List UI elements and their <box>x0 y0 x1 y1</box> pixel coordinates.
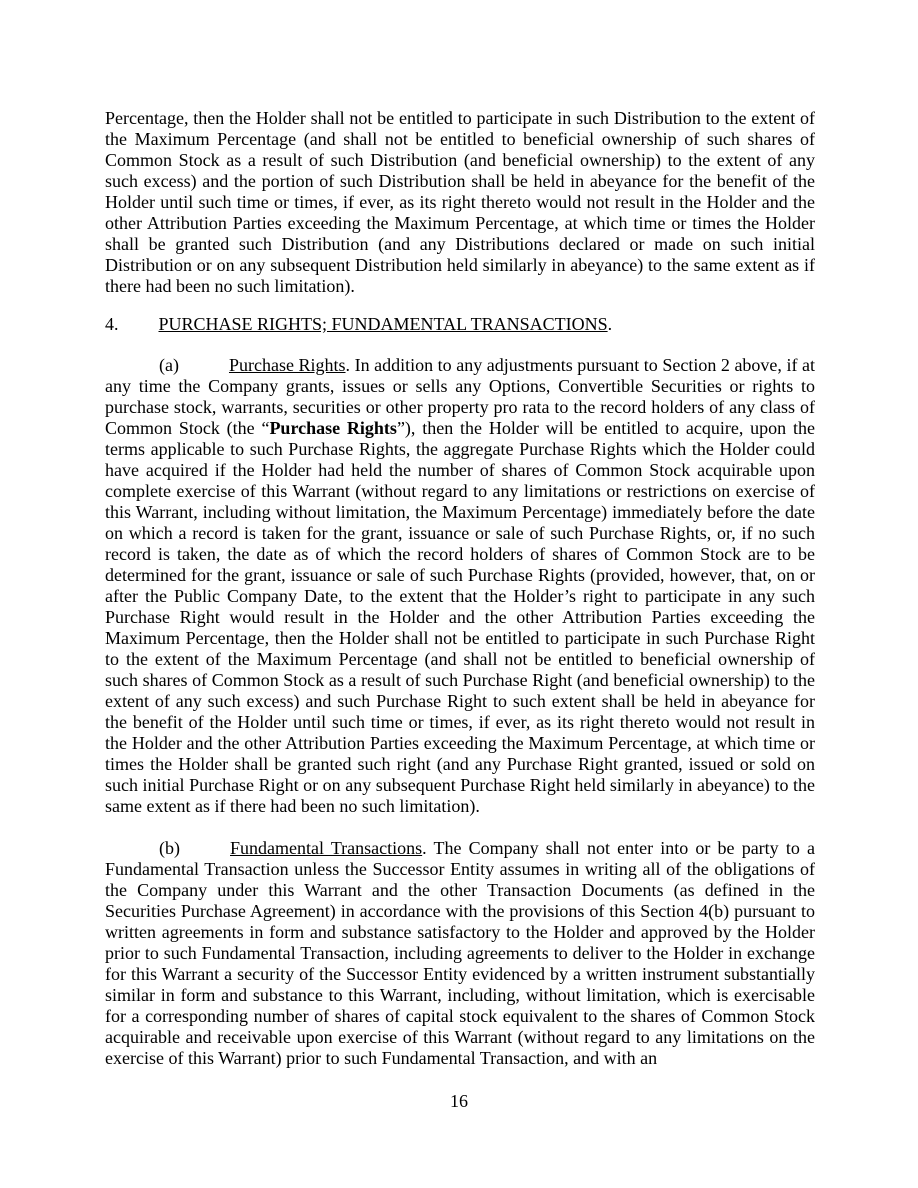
section-title: PURCHASE RIGHTS; FUNDAMENTAL TRANSACTIONS <box>158 314 608 334</box>
section-number: 4. <box>105 314 119 334</box>
page-number-text: 16 <box>450 1091 468 1111</box>
subsection-b-paragraph <box>105 838 815 1069</box>
continuation-paragraph <box>105 108 815 297</box>
continuation-paragraph-text: Percentage, then the Holder shall not be entitled to participate in such Distribution to the extent of the Maximum Percentage (and shall not be entitled to beneficial ownership of such shares of Common Stock as a result of such Distribution (and beneficial ownership) to the extent of any such excess) and the portion of such Distribution shall be held in abeyance for the benefit of the Holder until such time or times, if ever, as its right thereto would not result in the Holder and the other Attribution Parties exceeding the Maximum Percentage, at which time or times the Holder shall be granted such Distribution (and any Distributions declared or made on such initial Distribution or on any subsequent Distribution held similarly in abeyance) to the same extent as if there had been no such limitation). <box>105 108 815 296</box>
subsection-b-text: . The Company shall not enter into or be party to a Fundamental Transaction unless the Successor Entity assumes in writing all of the obligations of the Company under this Warrant and the other Transaction Documents (as defined in the Securities Purchase Agreement) in accordance with the provisions of this Section 4(b) pursuant to written agreements in form and substance satisfactory to the Holder and approved by the Holder prior to such Fundamental Transaction, including agreements to deliver to the Holder in exchange for this Warrant a security of the Successor Entity evidenced by a written instrument substantially similar in form and substance to this Warrant, including, without limitation, which is exercisable for a corresponding number of shares of capital stock equivalent to the shares of Common Stock acquirable and receivable upon exercise of this Warrant (without regard to any limitations on the exercise of this Warrant) prior to such Fundamental Transaction, and with an <box>105 838 815 1068</box>
page-number <box>0 1091 918 1112</box>
section-heading <box>105 314 815 335</box>
subsection-a-label: (a) <box>159 355 179 375</box>
subsection-a-heading: Purchase Rights <box>228 355 346 375</box>
section-title-suffix: . <box>607 314 613 334</box>
subsection-a-defined-term: Purchase Rights <box>269 418 397 438</box>
subsection-a-text-after-term: ”), then the Holder will be entitled to acquire, upon the terms applicable to such Purchase Rights, the aggregate Purchase Rights which the Holder could have acquired if the Holder had held the number of shares of Common Stock acquirable upon complete exercise of this Warrant (without regard to any limitations or restrictions on exercise of this Warrant, including without limitation, the Maximum Percentage) immediately before the date on which a record is taken for the grant, issuance or sale of such Purchase Rights, or, if no such record is taken, the date as of which the record holders of shares of Common Stock are to be determined for the grant, issuance or sale of such Purchase Rights (provided, however, that, on or after the Public Company Date, to the extent that the Holder’s right to participate in any such Purchase Right would result in the Holder and the other Attribution Parties exceeding the Maximum Percentage, then the Holder shall not be entitled to participate in such Purchase Right to the extent of the Maximum Percentage (and shall not be entitled to beneficial ownership of such shares of Common Stock as a result of such Purchase Right (and beneficial ownership) to the extent of any such excess) and such Purchase Right to such extent shall be held in abeyance for the benefit of the Holder until such time or times, if ever, as its right thereto would not result in the Holder and the other Attribution Parties exceeding the Maximum Percentage, at which time or times the Holder shall be granted such right (and any Purchase Right granted, issued or sold on such initial Purchase Right or on any subsequent Purchase Right held similarly in abeyance) to the same extent as if there had been no such limitation). <box>105 418 815 816</box>
subsection-b-label: (b) <box>159 838 180 858</box>
subsection-a-paragraph <box>105 355 815 817</box>
subsection-a-text-before-term: . In addition to any adjustments pursuant to Section 2 above, if at any time the Company grants, issues or sells any Options, Convertible Securities or rights to purchase stock, warrants, securities or other property pro rata to the record holders of any class of Common Stock (the “ <box>105 355 815 438</box>
document-body <box>105 108 815 1069</box>
subsection-b-heading: Fundamental Transactions <box>230 838 423 858</box>
